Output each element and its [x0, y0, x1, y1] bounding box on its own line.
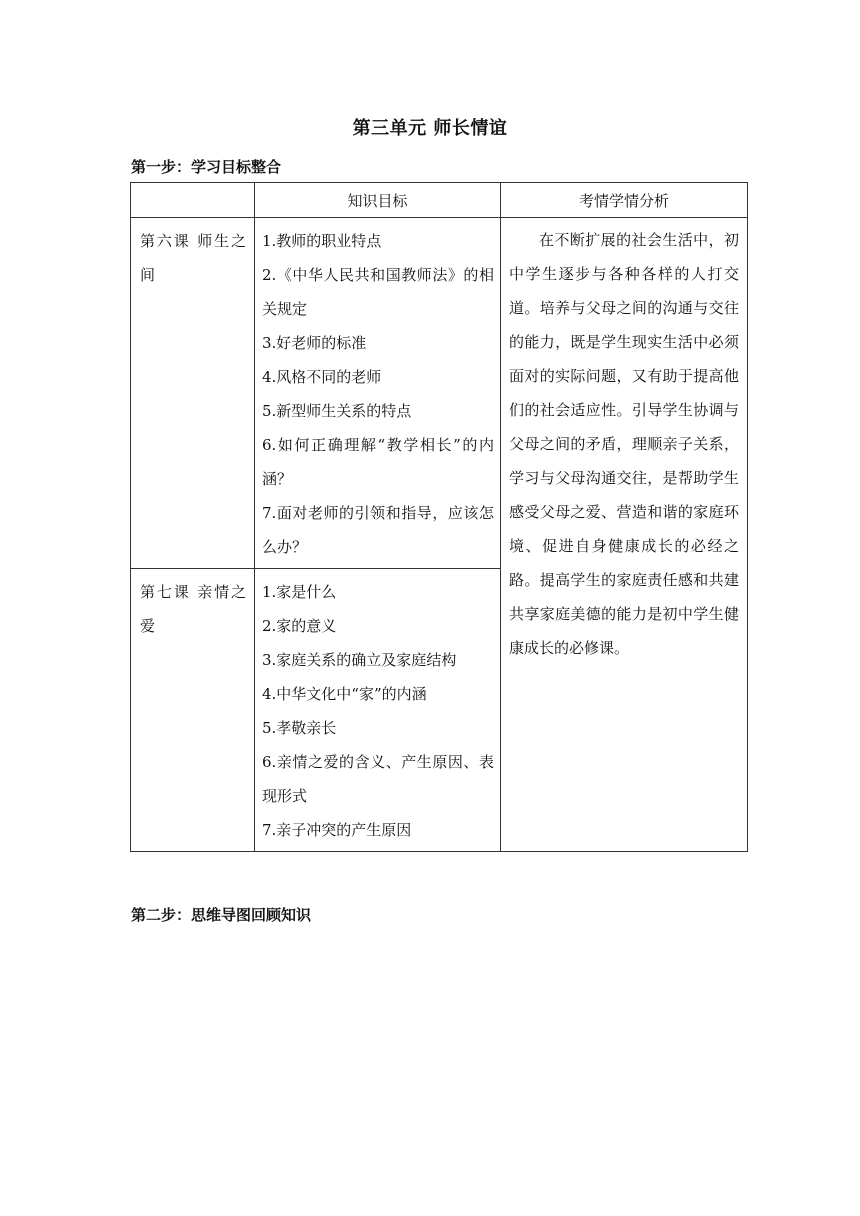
list-item: 6.亲情之爱的含义、产生原因、表现形式 — [262, 753, 494, 805]
header-knowledge-goals: 知识目标 — [255, 183, 501, 218]
list-item: 7.面对老师的引领和指导，应该怎么办？ — [262, 504, 494, 556]
lesson6-name — [131, 218, 255, 569]
lesson6-goals — [255, 218, 501, 569]
goals-table — [130, 182, 748, 852]
list-item: 6.如何正确理解“教学相长”的内涵？ — [262, 436, 494, 488]
analysis-cell: 在不断扩展的社会生活中，初中学生逐步与各种各样的人打交道。培养与父母之间的沟通与交往的能力，既是学生现实生活中必须面对的实际问题，又有助于提高他们的社会适应性。引导学生协调与父母之间的矛盾，理顺亲子关系，学习与父母沟通交往，是帮助学生感受父母之爱、营造和谐的家庭环境、促进自身健康成长的必经之路。提高学生的家庭责任感和共建共享家庭美德的能力是初中学生健康成长的必修课。 — [501, 218, 748, 852]
list-item: 3.好老师的标准 — [262, 334, 367, 352]
list-item: 5.孝敬亲长 — [262, 719, 337, 737]
list-item: 5.新型师生关系的特点 — [262, 402, 412, 420]
lesson7-name-text: 第七课 亲情之爱 — [140, 583, 246, 635]
page-title: 第三单元 师长情谊 — [352, 118, 508, 139]
list-item: 1.教师的职业特点 — [262, 232, 382, 250]
lesson7-goals — [255, 569, 501, 852]
list-item: 7.亲子冲突的产生原因 — [262, 821, 412, 839]
list-item: 4.中华文化中“家”的内涵 — [262, 685, 427, 703]
step2-heading: 第二步：思维导图回顾知识 — [131, 906, 312, 924]
table-header-row — [131, 183, 748, 218]
lesson7-name — [131, 569, 255, 852]
step1-heading: 第一步：学习目标整合 — [131, 158, 282, 176]
list-item: 4.风格不同的老师 — [262, 368, 382, 386]
table-row-lesson6 — [131, 218, 748, 569]
header-analysis: 考情学情分析 — [501, 183, 748, 218]
list-item: 2.家的意义 — [262, 617, 337, 635]
list-item: 3.家庭关系的确立及家庭结构 — [262, 651, 457, 669]
header-lesson — [131, 183, 255, 218]
lesson6-name-text: 第六课 师生之间 — [140, 232, 246, 284]
list-item: 1.家是什么 — [262, 583, 337, 601]
list-item: 2.《中华人民共和国教师法》的相关规定 — [262, 266, 494, 318]
